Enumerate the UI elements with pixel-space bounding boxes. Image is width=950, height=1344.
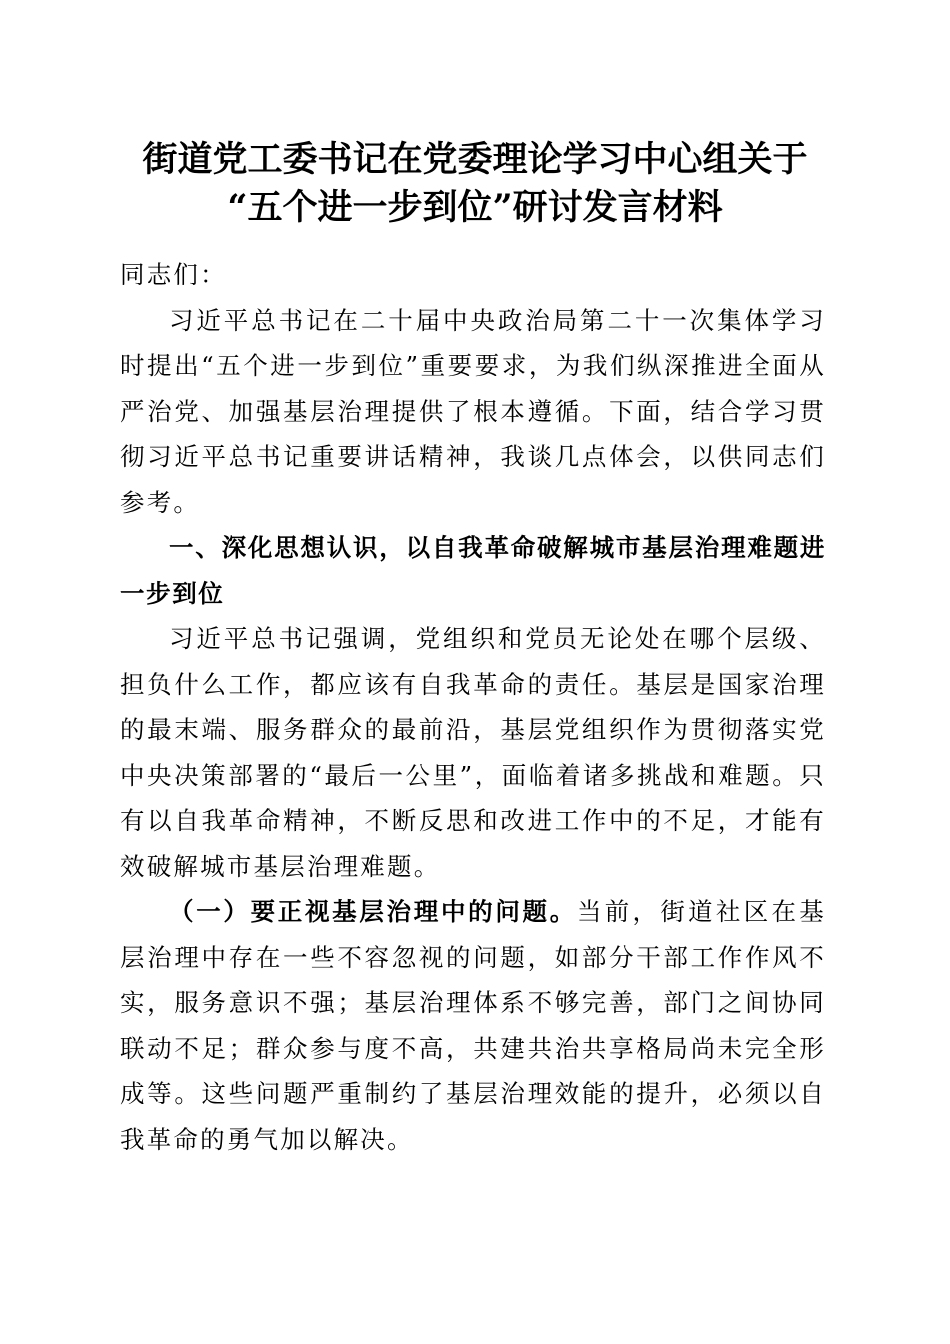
section-1-paragraph: 习近平总书记强调，党组织和党员无论处在哪个层级、担负什么工作，都应该有自我革命的责任。基层是国家治理的最末端、服务群众的最前沿，基层党组织作为贯彻落实党中央决策部署的“最后一公里”，面临着诸多挑战和难题。只有以自我革命精神，不断反思和改进工作中的不足，才能有效破解城市基层治理难题。 (120, 624, 826, 881)
title-line-1: 街道党工委书记在党委理论学习中心组关于 (142, 139, 808, 180)
intro-paragraph: 习近平总书记在二十届中央政治局第二十一次集体学习时提出“五个进一步到位”重要要求，为我们纵深推进全面从严治党、加强基层治理提供了根本遵循。下面，结合学习贯彻习近平总书记重要讲话精神，我谈几点体会，以供同志们参考。 (120, 305, 826, 517)
document-body (120, 252, 826, 1162)
subsection-1-heading: （一）要正视基层治理中的问题。 (169, 897, 577, 926)
subsection-1-paragraph (120, 889, 826, 1162)
subsection-1-body: 当前，街道社区在基层治理中存在一些不容忽视的问题，如部分干部工作作风不实，服务意识不强；基层治理体系不够完善，部门之间协同联动不足；群众参与度不高，共建共治共享格局尚未完全形成等。这些问题严重制约了基层治理效能的提升，必须以自我革命的勇气加以解决。 (120, 897, 826, 1154)
document-title (100, 136, 850, 232)
title-line-2: “五个进一步到位”研讨发言材料 (227, 187, 723, 228)
salutation: 同志们： (120, 260, 227, 289)
section-1-heading: 一、深化思想认识，以自我革命破解城市基层治理难题进一步到位 (120, 533, 826, 608)
